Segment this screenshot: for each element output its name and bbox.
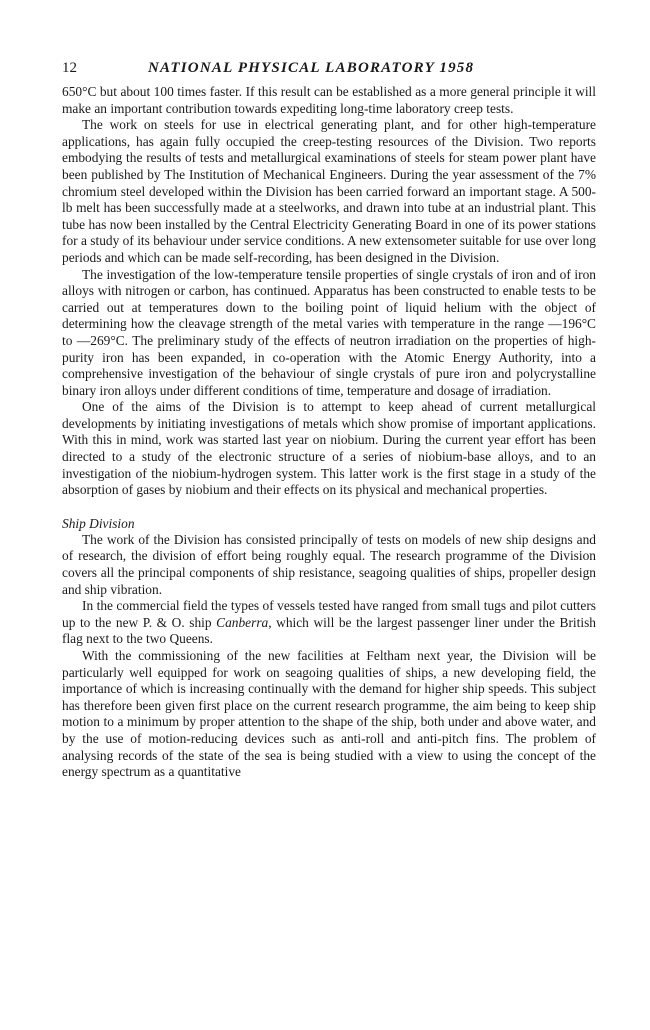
paragraph-niobium-research: One of the aims of the Division is to attempt to keep ahead of current metallurgical developments by initiating investigations of metals which show promise of important applications. With this in mind, work was started last year on niobium. During the current year effort has been directed to a study of the electronic structure of a series of niobium-base alloys, and to an investigation of the niobium-hydrogen system. This latter work is the first stage in a study of the absorption of gases by niobium and their effects on its physical and mechanical properties. (62, 399, 596, 498)
commercial-field-text-end: , which will be the largest passenger liner under the British flag next to the two Queens. (62, 614, 596, 647)
paragraph-creep-tests: 650°C but about 100 times faster. If this result can be established as a more general principle it will make an important contribution towards expediting long-time laboratory creep tests. (62, 84, 596, 116)
paragraph-low-temperature-properties: The investigation of the low-temperature tensile properties of single crystals of iron and of iron alloys with nitrogen or carbon, has continued. Apparatus has been constructed to enable tests to be carried out at temperatures down to the boiling point of liquid helium with the object of determining how the cleavage strength of the metal varies with temperature in the range —196°C to —269°C. The preliminary study of the effects of neutron irradiation on the properties of high-purity iron has been expanded, in co-operation with the Atomic Energy Authority, into a comprehensive investigation of the behaviour of single crystals of pure iron and polycrystalline binary iron alloys under different conditions of time, temperature and dosage of irradiation. (62, 266, 596, 398)
running-header (62, 58, 596, 78)
commercial-field-text-start: In the commercial field the types of vessels tested have ranged from small tugs and pilot cutters up to the new P. & O. ship (62, 598, 596, 630)
section-heading-ship-division: Ship Division (62, 515, 135, 531)
document-page (62, 58, 596, 781)
running-title: NATIONAL PHYSICAL LABORATORY 1958 (148, 60, 475, 76)
paragraph-steels-generating-plant: The work on steels for use in electrical generating plant, and for other high-temperature applications, has again fully occupied the creep-testing resources of the Division. Two reports embodying the results of tests and metallurgical examinations of steels for steam power plant have been published by The Institution of Mechanical Engineers. During the year assessment of the 7% chromium steel developed within the Division has been carried forward an important stage. A 500-lb melt has been successfully made at a steelworks, and drawn into tube at an industrial plant. This tube has now been installed by the Central Electricity Generating Board in one of its power stations for a study of its behaviour under service conditions. A new extensometer suitable for use over long periods and which can be made self-recording, has been designed in the Division. (62, 117, 596, 265)
paragraph-feltham-facilities: With the commissioning of the new facilities at Feltham next year, the Division will be particularly well equipped for work on seagoing qualities of ships, a new developing field, the importance of which is increasing continually with the demand for higher ship speeds. This subject has therefore been given first place on the current research programme, the aim being to keep ship motion to a minimum by proper attention to the shape of the ship, both under and above water, and by the use of motion-reducing devices such as anti-roll and anti-pitch fins. The problem of analysing records of the state of the sea is being studied with a view to using the concept of the energy spectrum as a quantitative (62, 648, 596, 780)
paragraph-ship-division-work: The work of the Division has consisted principally of tests on models of new ship designs and of research, the division of effort being roughly equal. The research programme of the Division covers all the principal components of ship resistance, seagoing qualities of ships, propeller design and ship vibration. (62, 531, 596, 597)
ship-name-canberra: Canberra (216, 614, 269, 630)
paragraph-commercial-field (62, 598, 596, 648)
page-number: 12 (62, 60, 77, 76)
